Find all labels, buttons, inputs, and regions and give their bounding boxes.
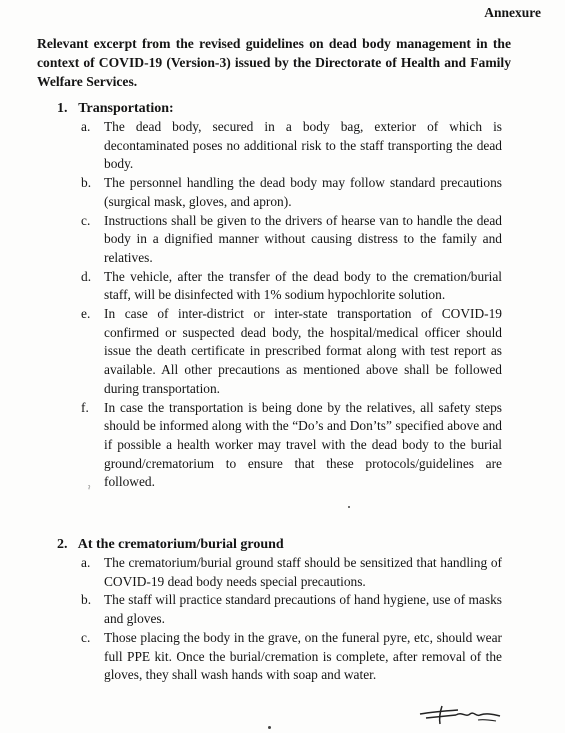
scan-speck (268, 726, 271, 729)
item-marker: c. (81, 629, 91, 645)
item-text: In case the transportation is being done by the relatives, all safety steps should be informed along with the “Do’s and Don’ts” specified above and if possible a health worker may travel with the dead body to the burial ground/crematorium to ensure that these protocols/guidelines are followed. (104, 399, 502, 490)
section-number: 2. (57, 537, 68, 552)
item-text: The dead body, secured in a body bag, exterior of which is decontaminated poses no additional risk to the staff transporting the dead body. (104, 119, 502, 172)
document-heading: Relevant excerpt from the revised guidelines on dead body management in the context of COVID-19 (Version-3) issued by the Directorate of Health and Family Welfare Services. (37, 36, 511, 89)
item-text: The staff will practice standard precautions of hand hygiene, use of masks and gloves. (104, 592, 502, 627)
item-marker: d. (81, 268, 92, 284)
section-title (57, 100, 502, 118)
signature-image (418, 702, 504, 728)
item-text: The vehicle, after the transfer of the dead body to the cremation/burial staff, will be disinfected with 1% sodium hypochlorite solution. (104, 268, 502, 303)
section-title (57, 536, 502, 554)
list-item (57, 305, 502, 399)
item-marker: c. (81, 212, 91, 228)
item-text: Those placing the body in the grave, on the funeral pyre, etc, should wear full PPE kit. Once the burial/cremation is complete, after removal of the gloves, they shall wash hands with soap and water. (104, 629, 502, 683)
list-item (57, 268, 502, 305)
list-item (57, 554, 502, 591)
item-marker: b. (81, 592, 92, 608)
section-title-text: Transportation: (78, 101, 174, 116)
crematorium-list (57, 554, 502, 685)
section-title-text: At the crematorium/burial ground (77, 537, 284, 552)
section-crematorium (57, 536, 502, 685)
item-marker: a. (81, 119, 91, 134)
item-marker: e. (81, 306, 91, 322)
list-item (57, 174, 502, 211)
scan-speck (348, 506, 350, 508)
item-text: In case of inter-district or inter-state transportation of COVID-19 confirmed or suspected dead body, the hospital/medical officer should issue the death certificate in prescribed format along with test report as available. All other precautions as mentioned above shall be followed during transportation. (104, 306, 502, 396)
annexure-label: Annexure (484, 5, 541, 20)
section-number: 1. (57, 101, 68, 116)
list-item (57, 118, 502, 174)
list-item (57, 212, 502, 268)
item-text: The personnel handling the dead body may follow standard precautions (surgical mask, gloves, and apron). (104, 175, 502, 209)
list-item (57, 399, 502, 493)
item-text: The crematorium/burial ground staff should be sensitized that handling of COVID-19 dead body needs special precautions. (104, 555, 502, 589)
item-marker: a. (81, 555, 91, 570)
item-marker: b. (81, 175, 92, 191)
list-item (57, 591, 502, 628)
item-marker: f. (81, 399, 89, 415)
item-text: Instructions shall be given to the drivers of hearse van to handle the dead body in a dignified manner without causing distress to the family and relatives. (104, 212, 502, 265)
section-transportation (57, 100, 502, 492)
list-item (57, 629, 502, 685)
stray-mark: ˀ (88, 484, 91, 494)
transportation-list (57, 118, 502, 492)
